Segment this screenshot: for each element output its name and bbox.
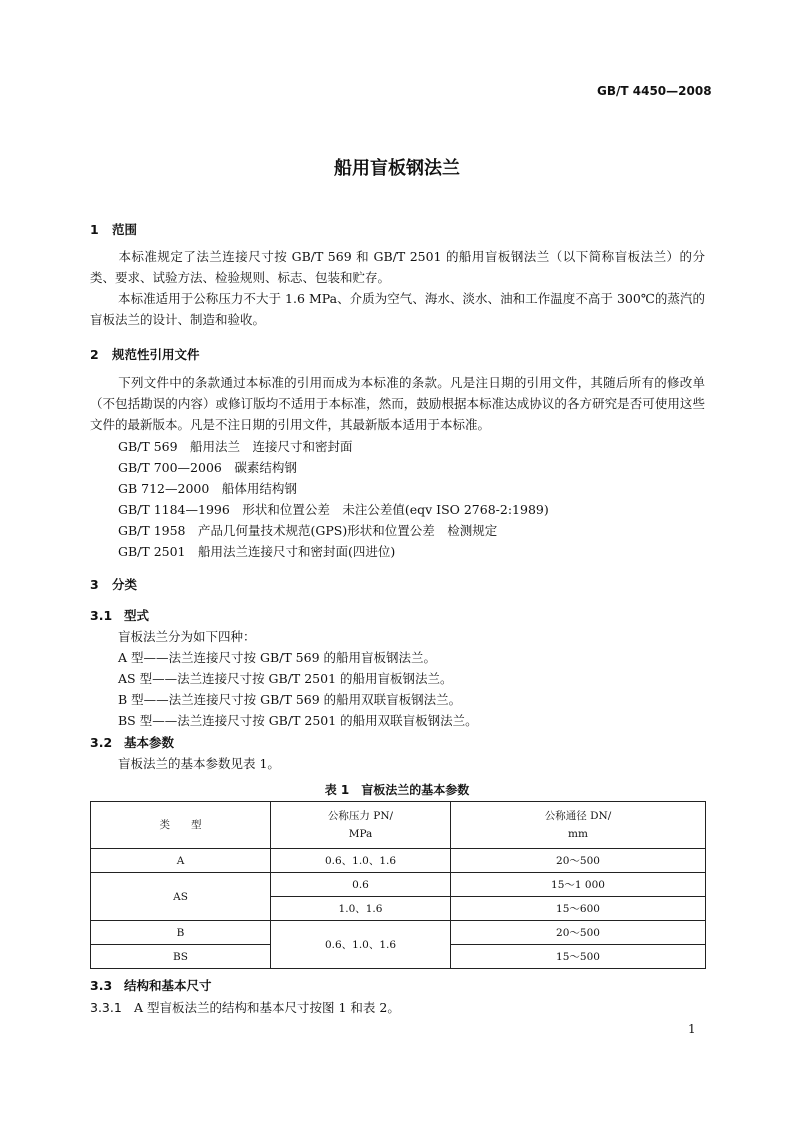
section-text: A 型盲板法兰的结构和基本尺寸按图 1 和表 2。 bbox=[134, 1000, 400, 1015]
cell-type: A bbox=[91, 849, 271, 873]
cell-diameter: 20～500 bbox=[451, 921, 706, 945]
section-2-paragraph-1 bbox=[90, 372, 705, 435]
reference-item: GB/T 1958 产品几何量技术规范(GPS)形状和位置公差 检测规定 bbox=[118, 523, 498, 538]
type-line: B 型——法兰连接尺寸按 GB/T 569 的船用双联盲板钢法兰。 bbox=[118, 692, 462, 707]
section-title: 分类 bbox=[112, 577, 138, 592]
cell-diameter: 20～500 bbox=[451, 849, 706, 873]
cell-pressure: 0.6、1.0、1.6 bbox=[271, 921, 451, 969]
section-number: 2 bbox=[90, 347, 99, 362]
cell-pressure: 1.0、1.6 bbox=[271, 897, 451, 921]
reference-item: GB/T 700—2006 碳素结构钢 bbox=[118, 460, 297, 475]
section-title: 型式 bbox=[124, 608, 150, 623]
table-header-row bbox=[91, 802, 706, 849]
type-line: A 型——法兰连接尺寸按 GB/T 569 的船用盲板钢法兰。 bbox=[118, 650, 437, 665]
header-unit: mm bbox=[568, 828, 588, 840]
reference-item: GB/T 1184—1996 形状和位置公差 未注公差值(eqv ISO 2768-2:1989) bbox=[118, 502, 549, 517]
parameter-note: 盲板法兰的基本参数见表 1。 bbox=[118, 756, 280, 771]
header-text: 公称通径 DN/ bbox=[544, 810, 612, 822]
paragraph-text: 本标准适用于公称压力不大于 1.6 MPa、介质为空气、海水、淡水、油和工作温度不高于 300℃的蒸汽的盲板法兰的设计、制造和验收。 bbox=[90, 291, 705, 327]
type-line: 盲板法兰分为如下四种： bbox=[118, 629, 256, 644]
reference-item: GB/T 569 船用法兰 连接尺寸和密封面 bbox=[118, 439, 353, 454]
document-title: 船用盲板钢法兰 bbox=[334, 158, 460, 179]
section-1-paragraph-2 bbox=[90, 288, 705, 330]
cell-type: AS bbox=[91, 873, 271, 921]
section-1-paragraph-1 bbox=[90, 246, 705, 288]
cell-diameter: 15～500 bbox=[451, 945, 706, 969]
table-row bbox=[91, 921, 706, 945]
section-title: 结构和基本尺寸 bbox=[124, 978, 212, 993]
basic-parameters-table bbox=[90, 801, 706, 969]
section-3-2-heading bbox=[90, 733, 174, 751]
header-text: 公称压力 PN/ bbox=[327, 810, 394, 822]
paragraph-text: 下列文件中的条款通过本标准的引用而成为本标准的条款。凡是注日期的引用文件，其随后所有的修改单（不包括勘误的内容）或修订版均不适用于本标准，然而，鼓励根据本标准达成协议的各方研究是否可使用这些文件的最新版本。凡是不注日期的引用文件，其最新版本适用于本标准。 bbox=[90, 375, 705, 432]
section-number: 3.2 bbox=[90, 735, 113, 750]
section-title: 规范性引用文件 bbox=[112, 347, 200, 362]
table-row bbox=[91, 849, 706, 873]
table-row bbox=[91, 873, 706, 897]
cell-type: B bbox=[91, 921, 271, 945]
section-number: 1 bbox=[90, 222, 99, 237]
type-line: AS 型——法兰连接尺寸按 GB/T 2501 的船用盲板钢法兰。 bbox=[118, 671, 453, 686]
type-line: BS 型——法兰连接尺寸按 GB/T 2501 的船用双联盲板钢法兰。 bbox=[118, 713, 478, 728]
section-3-3-1 bbox=[90, 998, 400, 1016]
paragraph-text: 本标准规定了法兰连接尺寸按 GB/T 569 和 GB/T 2501 的船用盲板钢法兰（以下简称盲板法兰）的分类、要求、试验方法、检验规则、标志、包装和贮存。 bbox=[90, 249, 705, 285]
reference-item: GB 712—2000 船体用结构钢 bbox=[118, 481, 297, 496]
section-number: 3.1 bbox=[90, 608, 113, 623]
section-number: 3.3 bbox=[90, 978, 113, 993]
section-1-heading bbox=[90, 220, 137, 238]
section-2-heading bbox=[90, 345, 200, 363]
section-3-1-heading bbox=[90, 606, 149, 624]
section-title: 范围 bbox=[112, 222, 138, 237]
cell-pressure: 0.6、1.0、1.6 bbox=[271, 849, 451, 873]
reference-item: GB/T 2501 船用法兰连接尺寸和密封面(四进位) bbox=[118, 544, 396, 559]
section-number: 3 bbox=[90, 577, 99, 592]
page-number: 1 bbox=[688, 1022, 696, 1036]
section-3-heading bbox=[90, 575, 137, 593]
cell-diameter: 15～1 000 bbox=[451, 873, 706, 897]
section-title: 基本参数 bbox=[124, 735, 175, 750]
col-header-diameter bbox=[451, 802, 706, 849]
col-header-type: 类 型 bbox=[91, 802, 271, 849]
section-number: 3.3.1 bbox=[90, 1000, 122, 1015]
section-3-3-heading bbox=[90, 976, 212, 994]
cell-diameter: 15～600 bbox=[451, 897, 706, 921]
standard-number: GB/T 4450—2008 bbox=[597, 84, 712, 98]
header-unit: MPa bbox=[348, 828, 373, 840]
table-1-title: 表 1 盲板法兰的基本参数 bbox=[324, 783, 470, 797]
cell-type: BS bbox=[91, 945, 271, 969]
cell-pressure: 0.6 bbox=[271, 873, 451, 897]
col-header-pressure bbox=[271, 802, 451, 849]
